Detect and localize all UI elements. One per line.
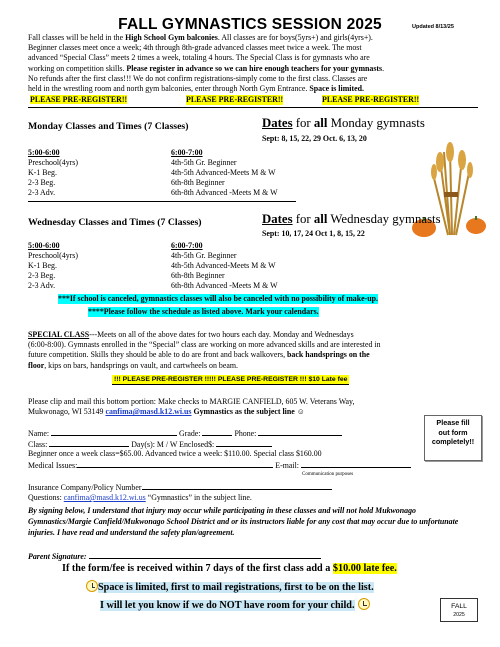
time-slot-2: 6:00-7:00 bbox=[171, 241, 203, 250]
schedule-row: 2-3 Adv. 6th-8th Advanced -Meets M & W bbox=[28, 188, 278, 197]
schedule-row: K-1 Beg. 4th-5th Advanced-Meets M & W bbox=[28, 261, 276, 270]
monday-dates-heading: Dates for all Monday gymnasts bbox=[262, 116, 425, 130]
wednesday-heading: Wednesday Classes and Times (7 Classes) bbox=[28, 217, 202, 228]
name-field[interactable] bbox=[51, 428, 177, 436]
days-label: Day(s): M / W Enclosed$: bbox=[129, 439, 217, 449]
special-class-paragraph: SPECIAL CLASS---Meets on all of the above dates for two hours each day. Monday and Wednesdays (6:00-8:00). Gymnasts enrolled in the “Special” class are working on more advanced skills and are interested in future competition. Skills they should be able to do are front and back walkovers, back handsprings on the floor, kips on bars, handsprings on vault, and cartwheels on beam. bbox=[28, 330, 381, 370]
monday-heading: Monday Classes and Times (7 Classes) bbox=[28, 121, 189, 132]
preregister-3: PLEASE PRE-REGISTER!! bbox=[322, 95, 420, 104]
preregister-1: PLEASE PRE-REGISTER!! bbox=[30, 95, 128, 104]
registration-form bbox=[28, 428, 428, 470]
preregister-2: PLEASE PRE-REGISTER!! bbox=[186, 95, 284, 104]
schedule-row: 2-3 Beg. 6th-8th Beginner bbox=[28, 271, 225, 280]
intro-paragraph: Fall classes will be held in the High School Gym balconies. All classes are for boys(5yrs+) and girls(4yrs+). Beginner classes meet once a week; 4th through 8th-grade advanced classes meet twice a week. The most advanced “Special Class” meets 2 times a week, totaling 4 hours. The Special Class is for gymnasts who are working on competition skills. Please register in advance so we can hire enough teachers for your gymnasts. No refunds after the first class!!! We do not confirm registrations-simply come to the first class. Classes are held in the wrestling room and north gym balconies, enter through North Gym Entrance. Space is limited. bbox=[28, 33, 385, 94]
questions-email-link[interactable]: canfima@masd.k12.wi.us bbox=[63, 493, 146, 502]
time-slot-1: 5:00-6:00 bbox=[28, 148, 60, 157]
monday-schedule bbox=[28, 148, 298, 198]
monday-dates: Sept: 8, 15, 22, 29 Oct. 6, 13, 20 bbox=[262, 134, 367, 143]
schedule-row: 2-3 Beg. 6th-8th Beginner bbox=[28, 178, 225, 187]
divider bbox=[28, 201, 296, 202]
name-label: Name: bbox=[28, 429, 52, 438]
signature-field[interactable] bbox=[89, 551, 321, 559]
updated-date: Updated 8/13/25 bbox=[412, 24, 454, 30]
divider bbox=[28, 107, 478, 108]
fee-schedule: Beginner once a week class=$65.00. Advanced twice a week: $110.00. Special class $160.00 bbox=[28, 449, 322, 458]
mail-instructions: Please clip and mail this bottom portion: Make checks to MARGIE CANFIELD, 605 W. Veterans Way, Mukwonago, WI 53149 canfima@masd.k12.wi.us Gymnastics as the subject line ☺ bbox=[28, 397, 355, 417]
class-label: Class: bbox=[28, 439, 50, 449]
time-slot-1: 5:00-6:00 bbox=[28, 241, 60, 250]
clock-icon bbox=[358, 598, 370, 610]
late-fee-banner: !!! PLEASE PRE-REGISTER !!!!! PLEASE PRE-REGISTER !!! $10 Late fee bbox=[114, 376, 348, 383]
late-fee-notice: If the form/fee is received within 7 days of the first class add a $10.00 late fee. bbox=[62, 563, 397, 574]
insurance-row bbox=[28, 482, 480, 493]
cancel-note: ***If school is canceled, gymnastics classes will also be canceled with no possibility of make-up. bbox=[58, 294, 379, 303]
schedule-row: 2-3 Adv. 6th-8th Advanced -Meets M & W bbox=[28, 281, 278, 290]
fall-2025-box: FALL 2025 bbox=[440, 598, 478, 622]
phone-field[interactable] bbox=[258, 428, 342, 436]
fill-form-note: Please fill out form completely!! bbox=[424, 415, 482, 461]
wednesday-dates: Sept: 10, 17, 24 Oct 1, 8, 15, 22 bbox=[262, 229, 365, 238]
follow-schedule-note: ****Please follow the schedule as listed above. Mark your calendars. bbox=[88, 307, 319, 316]
preregister-banner bbox=[30, 95, 482, 105]
grade-label: Grade: bbox=[179, 429, 203, 438]
medical-field[interactable] bbox=[77, 460, 273, 468]
schedule-row: Preschool(4yrs) 4th-5th Gr. Beginner bbox=[28, 251, 237, 260]
medical-label: Medical Issues: bbox=[28, 460, 78, 470]
wednesday-schedule bbox=[28, 241, 298, 291]
signature-row bbox=[28, 551, 480, 562]
page-title: FALL GYMNASTICS SESSION 2025 bbox=[118, 16, 382, 33]
space-limited-notice: Space is limited, first to mail registrations, first to be on the list. bbox=[86, 580, 374, 593]
class-field[interactable] bbox=[49, 439, 129, 447]
no-room-notice: I will let you know if we do NOT have room for your child. bbox=[100, 598, 370, 611]
insurance-field[interactable] bbox=[142, 482, 332, 490]
phone-label: Phone: bbox=[234, 429, 259, 438]
questions-row: Questions: canfima@masd.k12.wi.us “Gymnastics” in the subject line. bbox=[28, 493, 252, 502]
clock-icon bbox=[86, 580, 98, 592]
schedule-row: Preschool(4yrs) 4th-5th Gr. Beginner bbox=[28, 158, 237, 167]
waiver-text: By signing below, I understand that injury may occur while participating in these classes and will not hold Mukwonago Gymnastics/Margie Canfield/Mukwonago School District and or its instructors liable for any cost that may occur due to unfortunate injuries. I have read and understand the safety plan/agreement. bbox=[28, 506, 459, 537]
email-field[interactable] bbox=[301, 460, 411, 468]
email-link[interactable]: canfima@masd.k12.wi.us bbox=[105, 407, 192, 417]
email-label: E-mail: bbox=[273, 460, 301, 470]
grade-field[interactable] bbox=[202, 428, 232, 436]
communication-purposes: Communication purposes bbox=[302, 472, 354, 477]
schedule-row: K-1 Beg. 4th-5th Advanced-Meets M & W bbox=[28, 168, 276, 177]
wednesday-dates-heading: Dates for all Wednesday gymnasts bbox=[262, 212, 441, 226]
insurance-label: Insurance Company/Policy Number bbox=[28, 483, 142, 492]
time-slot-2: 6:00-7:00 bbox=[171, 148, 203, 157]
signature-label: Parent Signature: bbox=[28, 552, 87, 561]
enclosed-field[interactable] bbox=[216, 439, 272, 447]
